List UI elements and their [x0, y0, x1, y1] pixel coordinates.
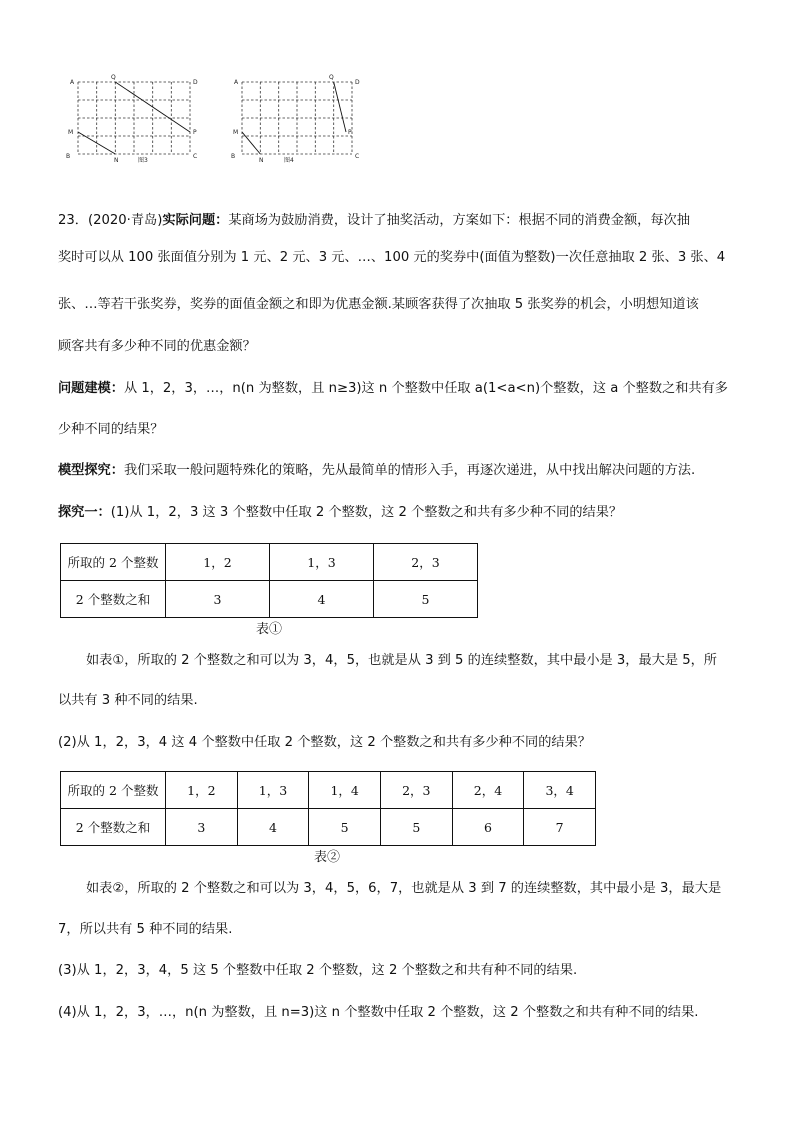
table-cell: 3	[166, 809, 238, 846]
table-cell: 1，3	[270, 544, 374, 581]
table-cell: 7	[524, 809, 596, 846]
table-cell: 1，3	[237, 772, 309, 809]
label-q: Q	[329, 74, 334, 81]
modeling-line-1	[58, 380, 738, 398]
label-n: N	[114, 157, 119, 164]
table-cell: 3	[166, 581, 270, 618]
modeling-heading: 问题建模：	[58, 381, 124, 396]
table-cell: 3，4	[524, 772, 596, 809]
table-cell: 1，2	[166, 772, 238, 809]
table-cell: 2，3	[380, 772, 452, 809]
label-b: B	[231, 153, 236, 160]
figure-3	[60, 72, 200, 172]
table-cell: 4	[270, 581, 374, 618]
explore-line	[58, 462, 738, 480]
label-a: A	[234, 79, 239, 86]
table-cell: 5	[380, 809, 452, 846]
problem-text-1: 某商场为鼓励消费，设计了抽奖活动，方案如下：根据不同的消费金额，每次抽	[228, 213, 690, 228]
note2-line-2: 7，所以共有 5 种不同的结果.	[58, 922, 233, 937]
question-2: (2)从 1，2，3，4 这 4 个整数中任取 2 个整数，这 2 个整数之和共有多少种不同的结果？	[58, 735, 591, 750]
problem-line-3: 张、…等若干张奖券，奖券的面值金额之和即为优惠金额.某顾客获得了次抽取 5 张奖券的机会，小明想知道该	[58, 297, 699, 312]
label-m: M	[68, 129, 74, 136]
table-cell: 4	[237, 809, 309, 846]
table-1-caption: 表①	[256, 622, 283, 637]
table-cell: 1，4	[309, 772, 381, 809]
label-m: M	[233, 129, 239, 136]
figure-4-svg	[228, 72, 368, 168]
label-c: C	[193, 153, 198, 160]
part1-heading: 探究一：	[58, 505, 111, 520]
question-3: (3)从 1，2，3，4，5 这 5 个整数中任取 2 个整数，这 2 个整数之和共有种不同的结果.	[58, 963, 578, 978]
table-cell: 2，4	[452, 772, 524, 809]
figure-caption: 图4	[284, 157, 294, 164]
note1-line-2: 以共有 3 种不同的结果.	[58, 693, 198, 708]
problem-line-1	[58, 212, 738, 230]
label-d: D	[355, 79, 360, 86]
table-2-caption: 表②	[314, 850, 341, 865]
modeling-line-2: 少种不同的结果？	[58, 422, 164, 437]
table-cell: 1，2	[166, 544, 270, 581]
modeling-text-1: 从 1，2，3，…，n(n 为整数，且 n≥3)这 n 个整数中任取 a(1<a<n)个整数，这 a 个整数之和共有多	[123, 381, 728, 396]
note1-line-1: 如表①，所取的 2 个整数之和可以为 3，4，5，也就是从 3 到 5 的连续整数，其中最小是 3，最大是 5，所	[86, 653, 717, 668]
part1-line	[58, 504, 738, 522]
table-header-cell: 所取的 2 个整数	[61, 772, 166, 809]
table-cell: 6	[452, 809, 524, 846]
problem-line-4: 顾客共有多少种不同的优惠金额？	[58, 339, 256, 354]
note2-line-1: 如表②，所取的 2 个整数之和可以为 3，4，5，6，7，也就是从 3 到 7 的连续整数，其中最小是 3，最大是	[86, 881, 722, 896]
table-row	[61, 581, 478, 618]
table-cell: 5	[374, 581, 478, 618]
explore-text: 我们采取一般问题特殊化的策略，先从最简单的情形入手，再逐次递进，从中找出解决问题的方法.	[123, 463, 696, 478]
table-header-cell: 2 个整数之和	[61, 809, 166, 846]
table-1	[60, 543, 478, 618]
table-row	[61, 772, 596, 809]
label-a: A	[70, 79, 75, 86]
table-row	[61, 544, 478, 581]
table-cell: 2，3	[374, 544, 478, 581]
explore-heading: 模型探究：	[58, 463, 124, 478]
label-b: B	[66, 153, 71, 160]
problem-line-2: 奖时可以从 100 张面值分别为 1 元、2 元、3 元、…、100 元的奖券中(面值为整数)一次任意抽取 2 张、3 张、4	[58, 250, 726, 265]
segment-qp	[334, 82, 346, 132]
question-4: (4)从 1，2，3，…，n(n 为整数，且 n=3)这 n 个整数中任取 2 个整数，这 2 个整数之和共有种不同的结果.	[58, 1005, 699, 1020]
figure-caption: 图3	[138, 157, 148, 164]
table-row	[61, 809, 596, 846]
part1-text: (1)从 1，2，3 这 3 个整数中任取 2 个整数，这 2 个整数之和共有多少种不同的结果？	[110, 505, 623, 520]
table-header-cell: 所取的 2 个整数	[61, 544, 166, 581]
figure-3-svg	[60, 72, 200, 168]
label-c: C	[355, 153, 360, 160]
label-q: Q	[111, 74, 116, 81]
label-d: D	[193, 79, 198, 86]
figure-4	[228, 72, 368, 172]
problem-number: 23．(2020·青岛)	[58, 213, 163, 228]
table-2	[60, 771, 596, 846]
label-p: P	[348, 129, 352, 136]
segment-mn	[242, 132, 260, 154]
label-p: P	[193, 129, 197, 136]
table-cell: 5	[309, 809, 381, 846]
label-n: N	[259, 157, 264, 164]
table-header-cell: 2 个整数之和	[61, 581, 166, 618]
problem-heading: 实际问题：	[162, 213, 229, 228]
